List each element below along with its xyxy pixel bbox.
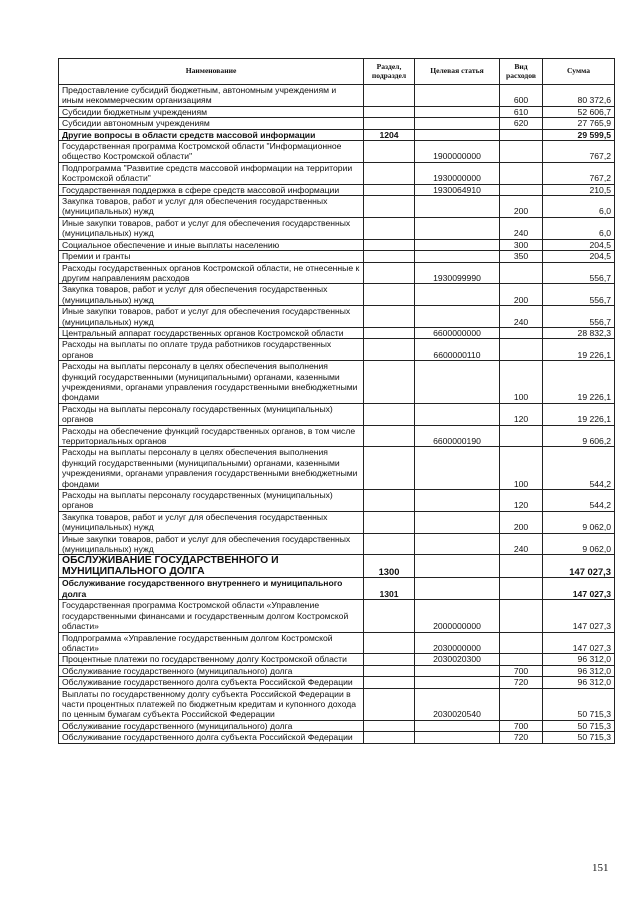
budget-table-page (58, 58, 614, 744)
cell-name: Обслуживание государственного (муниципального) долга (59, 665, 364, 676)
table-row (59, 632, 615, 654)
cell-sum: 556,7 (543, 306, 615, 328)
cell-target (415, 284, 500, 306)
cell-name: Расходы на выплаты персоналу в целях обеспечения выполнения функций государственными (муниципальными) органами, казенными учреждениями, органами управления государственными внебюджетными фондами (59, 447, 364, 490)
cell-sum: 50 715,3 (543, 688, 615, 720)
cell-kind: 200 (500, 196, 543, 218)
cell-target (415, 533, 500, 555)
table-row (59, 106, 615, 117)
cell-section (364, 600, 415, 632)
table-row (59, 118, 615, 129)
cell-name: Социальное обеспечение и иные выплаты населению (59, 239, 364, 250)
cell-section (364, 665, 415, 676)
table-row (59, 720, 615, 731)
cell-name: Расходы государственных органов Костромской области, не отнесенные к другим направлениям расходов (59, 262, 364, 284)
cell-sum: 556,7 (543, 262, 615, 284)
cell-target: 2030020300 (415, 654, 500, 665)
cell-name: Расходы на выплаты персоналу государственных (муниципальных) органов (59, 490, 364, 512)
cell-kind: 610 (500, 106, 543, 117)
cell-name: Процентные платежи по государственному долгу Костромской области (59, 654, 364, 665)
cell-sum: 19 226,1 (543, 361, 615, 404)
table-row (59, 129, 615, 140)
cell-sum: 19 226,1 (543, 339, 615, 361)
cell-kind: 100 (500, 361, 543, 404)
table-row (59, 732, 615, 743)
cell-kind: 700 (500, 665, 543, 676)
cell-kind: 120 (500, 490, 543, 512)
table-row (59, 665, 615, 676)
table-body (59, 85, 615, 744)
cell-sum: 27 765,9 (543, 118, 615, 129)
cell-name: Подпрограмма «Управление государственным долгом Костромской области» (59, 632, 364, 654)
cell-target: 6600000110 (415, 339, 500, 361)
cell-target (415, 720, 500, 731)
table-row (59, 688, 615, 720)
cell-target (415, 490, 500, 512)
cell-sum: 9 062,0 (543, 533, 615, 555)
cell-section (364, 239, 415, 250)
cell-name: Иные закупки товаров, работ и услуг для обеспечения государственных (муниципальных) нужд (59, 533, 364, 555)
cell-kind (500, 600, 543, 632)
cell-target: 1930064910 (415, 184, 500, 195)
cell-section (364, 632, 415, 654)
header-kind: Вид расходов (500, 59, 543, 85)
cell-sum: 9 606,2 (543, 425, 615, 447)
cell-sum: 96 312,0 (543, 654, 615, 665)
cell-name: Расходы на выплаты персоналу государственных (муниципальных) органов (59, 403, 364, 425)
cell-section (364, 490, 415, 512)
cell-section (364, 141, 415, 163)
cell-sum: 147 027,3 (543, 600, 615, 632)
cell-kind: 120 (500, 403, 543, 425)
cell-name: Субсидии бюджетным учреждениям (59, 106, 364, 117)
cell-sum: 204,5 (543, 239, 615, 250)
table-header-row (59, 59, 615, 85)
cell-target (415, 306, 500, 328)
cell-kind: 240 (500, 217, 543, 239)
table-row (59, 555, 615, 578)
cell-target (415, 578, 500, 600)
cell-target (415, 677, 500, 688)
cell-section (364, 720, 415, 731)
cell-sum: 767,2 (543, 162, 615, 184)
cell-target (415, 217, 500, 239)
cell-section (364, 654, 415, 665)
cell-sum: 19 226,1 (543, 403, 615, 425)
cell-kind: 240 (500, 306, 543, 328)
cell-section (364, 732, 415, 743)
cell-section (364, 688, 415, 720)
cell-sum: 50 715,3 (543, 720, 615, 731)
cell-target: 1930099990 (415, 262, 500, 284)
cell-section (364, 251, 415, 262)
table-row (59, 184, 615, 195)
cell-name: ОБСЛУЖИВАНИЕ ГОСУДАРСТВЕННОГО И МУНИЦИПАЛЬНОГО ДОЛГА (59, 555, 364, 578)
table-row (59, 85, 615, 107)
cell-name: Расходы на выплаты персоналу в целях обеспечения выполнения функций государственными (муниципальными) органами, казенными учреждениями, органами управления государственными внебюджетными фондами (59, 361, 364, 404)
cell-section (364, 184, 415, 195)
header-name: Наименование (59, 59, 364, 85)
cell-section (364, 677, 415, 688)
cell-sum: 52 606,7 (543, 106, 615, 117)
cell-sum: 50 715,3 (543, 732, 615, 743)
table-row (59, 217, 615, 239)
table-row (59, 600, 615, 632)
cell-kind: 100 (500, 447, 543, 490)
cell-name: Обслуживание государственного внутреннего и муниципального долга (59, 578, 364, 600)
header-target: Целевая статья (415, 59, 500, 85)
cell-target: 2030020540 (415, 688, 500, 720)
header-sum: Сумма (543, 59, 615, 85)
cell-name: Выплаты по государственному долгу субъекта Российской Федерации в части процентных платежей по бюджетным кредитам и купонного дохода по ценным бумагам субъекта Российской Федерации (59, 688, 364, 720)
cell-section (364, 217, 415, 239)
cell-target (415, 447, 500, 490)
cell-name: Государственная программа Костромской области "Информационное общество Костромской области" (59, 141, 364, 163)
cell-sum: 96 312,0 (543, 665, 615, 676)
cell-name: Подпрограмма "Развитие средств массовой информации на территории Костромской области" (59, 162, 364, 184)
cell-section (364, 511, 415, 533)
cell-kind: 350 (500, 251, 543, 262)
cell-sum: 147 027,3 (543, 555, 615, 578)
cell-sum: 29 599,5 (543, 129, 615, 140)
cell-target: 2030000000 (415, 632, 500, 654)
table-row (59, 196, 615, 218)
table-row (59, 239, 615, 250)
cell-sum: 6,0 (543, 196, 615, 218)
cell-section: 1300 (364, 555, 415, 578)
cell-target: 6600000000 (415, 327, 500, 338)
cell-sum: 96 312,0 (543, 677, 615, 688)
cell-kind (500, 141, 543, 163)
table-row (59, 327, 615, 338)
cell-name: Премии и гранты (59, 251, 364, 262)
cell-sum: 210,5 (543, 184, 615, 195)
cell-sum: 544,2 (543, 490, 615, 512)
cell-name: Закупка товаров, работ и услуг для обеспечения государственных (муниципальных) нужд (59, 196, 364, 218)
table-row (59, 306, 615, 328)
cell-name: Закупка товаров, работ и услуг для обеспечения государственных (муниципальных) нужд (59, 284, 364, 306)
cell-section (364, 447, 415, 490)
cell-name: Центральный аппарат государственных органов Костромской области (59, 327, 364, 338)
cell-kind (500, 654, 543, 665)
cell-sum: 9 062,0 (543, 511, 615, 533)
cell-section (364, 425, 415, 447)
table-row (59, 490, 615, 512)
cell-sum: 147 027,3 (543, 632, 615, 654)
cell-target (415, 85, 500, 107)
cell-target (415, 118, 500, 129)
cell-name: Государственная программа Костромской области «Управление государственными финансами и государственным долгом Костромской области» (59, 600, 364, 632)
cell-kind: 200 (500, 284, 543, 306)
table-row (59, 578, 615, 600)
cell-kind (500, 262, 543, 284)
cell-section (364, 339, 415, 361)
cell-name: Предоставление субсидий бюджетным, автономным учреждениям и иным некоммерческим организациям (59, 85, 364, 107)
table-row (59, 425, 615, 447)
cell-name: Закупка товаров, работ и услуг для обеспечения государственных (муниципальных) нужд (59, 511, 364, 533)
cell-kind: 600 (500, 85, 543, 107)
cell-target: 1930000000 (415, 162, 500, 184)
cell-section (364, 403, 415, 425)
cell-section (364, 85, 415, 107)
cell-section (364, 306, 415, 328)
cell-kind (500, 578, 543, 600)
cell-target: 6600000190 (415, 425, 500, 447)
cell-name: Обслуживание государственного (муниципального) долга (59, 720, 364, 731)
cell-kind: 300 (500, 239, 543, 250)
cell-name: Иные закупки товаров, работ и услуг для обеспечения государственных (муниципальных) нужд (59, 306, 364, 328)
cell-target (415, 732, 500, 743)
cell-kind (500, 555, 543, 578)
cell-kind (500, 184, 543, 195)
cell-name: Обслуживание государственного долга субъекта Российской Федерации (59, 677, 364, 688)
cell-sum: 28 832,3 (543, 327, 615, 338)
table-row (59, 339, 615, 361)
cell-kind (500, 162, 543, 184)
cell-kind (500, 327, 543, 338)
cell-kind (500, 425, 543, 447)
page-number: 151 (592, 862, 609, 874)
cell-target (415, 251, 500, 262)
cell-target (415, 361, 500, 404)
table-row (59, 361, 615, 404)
cell-kind: 200 (500, 511, 543, 533)
cell-sum: 204,5 (543, 251, 615, 262)
table-row (59, 251, 615, 262)
cell-section: 1204 (364, 129, 415, 140)
cell-target (415, 196, 500, 218)
header-section: Раздел, подраздел (364, 59, 415, 85)
cell-section (364, 327, 415, 338)
cell-kind (500, 339, 543, 361)
cell-name: Иные закупки товаров, работ и услуг для обеспечения государственных (муниципальных) нужд (59, 217, 364, 239)
cell-name: Расходы на обеспечение функций государственных органов, в том числе территориальных органов (59, 425, 364, 447)
table-row (59, 533, 615, 555)
cell-target (415, 403, 500, 425)
cell-target (415, 106, 500, 117)
cell-section (364, 262, 415, 284)
cell-target (415, 665, 500, 676)
cell-name: Субсидии автономным учреждениям (59, 118, 364, 129)
cell-sum: 80 372,6 (543, 85, 615, 107)
cell-section (364, 162, 415, 184)
cell-sum: 147 027,3 (543, 578, 615, 600)
table-row (59, 654, 615, 665)
cell-section (364, 118, 415, 129)
cell-target: 1900000000 (415, 141, 500, 163)
cell-kind (500, 688, 543, 720)
table-row (59, 677, 615, 688)
table-row (59, 403, 615, 425)
cell-kind: 240 (500, 533, 543, 555)
cell-name: Расходы на выплаты по оплате труда работников государственных органов (59, 339, 364, 361)
cell-name: Государственная поддержка в сфере средств массовой информации (59, 184, 364, 195)
cell-target (415, 239, 500, 250)
cell-section: 1301 (364, 578, 415, 600)
table-row (59, 511, 615, 533)
table-row (59, 447, 615, 490)
table-row (59, 162, 615, 184)
cell-target (415, 129, 500, 140)
cell-kind (500, 129, 543, 140)
cell-sum: 767,2 (543, 141, 615, 163)
cell-section (364, 284, 415, 306)
cell-kind (500, 632, 543, 654)
cell-section (364, 196, 415, 218)
cell-target (415, 555, 500, 578)
cell-sum: 6,0 (543, 217, 615, 239)
cell-name: Обслуживание государственного долга субъекта Российской Федерации (59, 732, 364, 743)
cell-kind: 720 (500, 677, 543, 688)
cell-sum: 556,7 (543, 284, 615, 306)
cell-section (364, 361, 415, 404)
cell-kind: 620 (500, 118, 543, 129)
cell-kind: 720 (500, 732, 543, 743)
cell-sum: 544,2 (543, 447, 615, 490)
table-row (59, 141, 615, 163)
table-row (59, 284, 615, 306)
cell-section (364, 106, 415, 117)
cell-target: 2000000000 (415, 600, 500, 632)
cell-kind: 700 (500, 720, 543, 731)
cell-section (364, 533, 415, 555)
table-row (59, 262, 615, 284)
cell-target (415, 511, 500, 533)
cell-name: Другие вопросы в области средств массовой информации (59, 129, 364, 140)
budget-table (58, 58, 615, 744)
